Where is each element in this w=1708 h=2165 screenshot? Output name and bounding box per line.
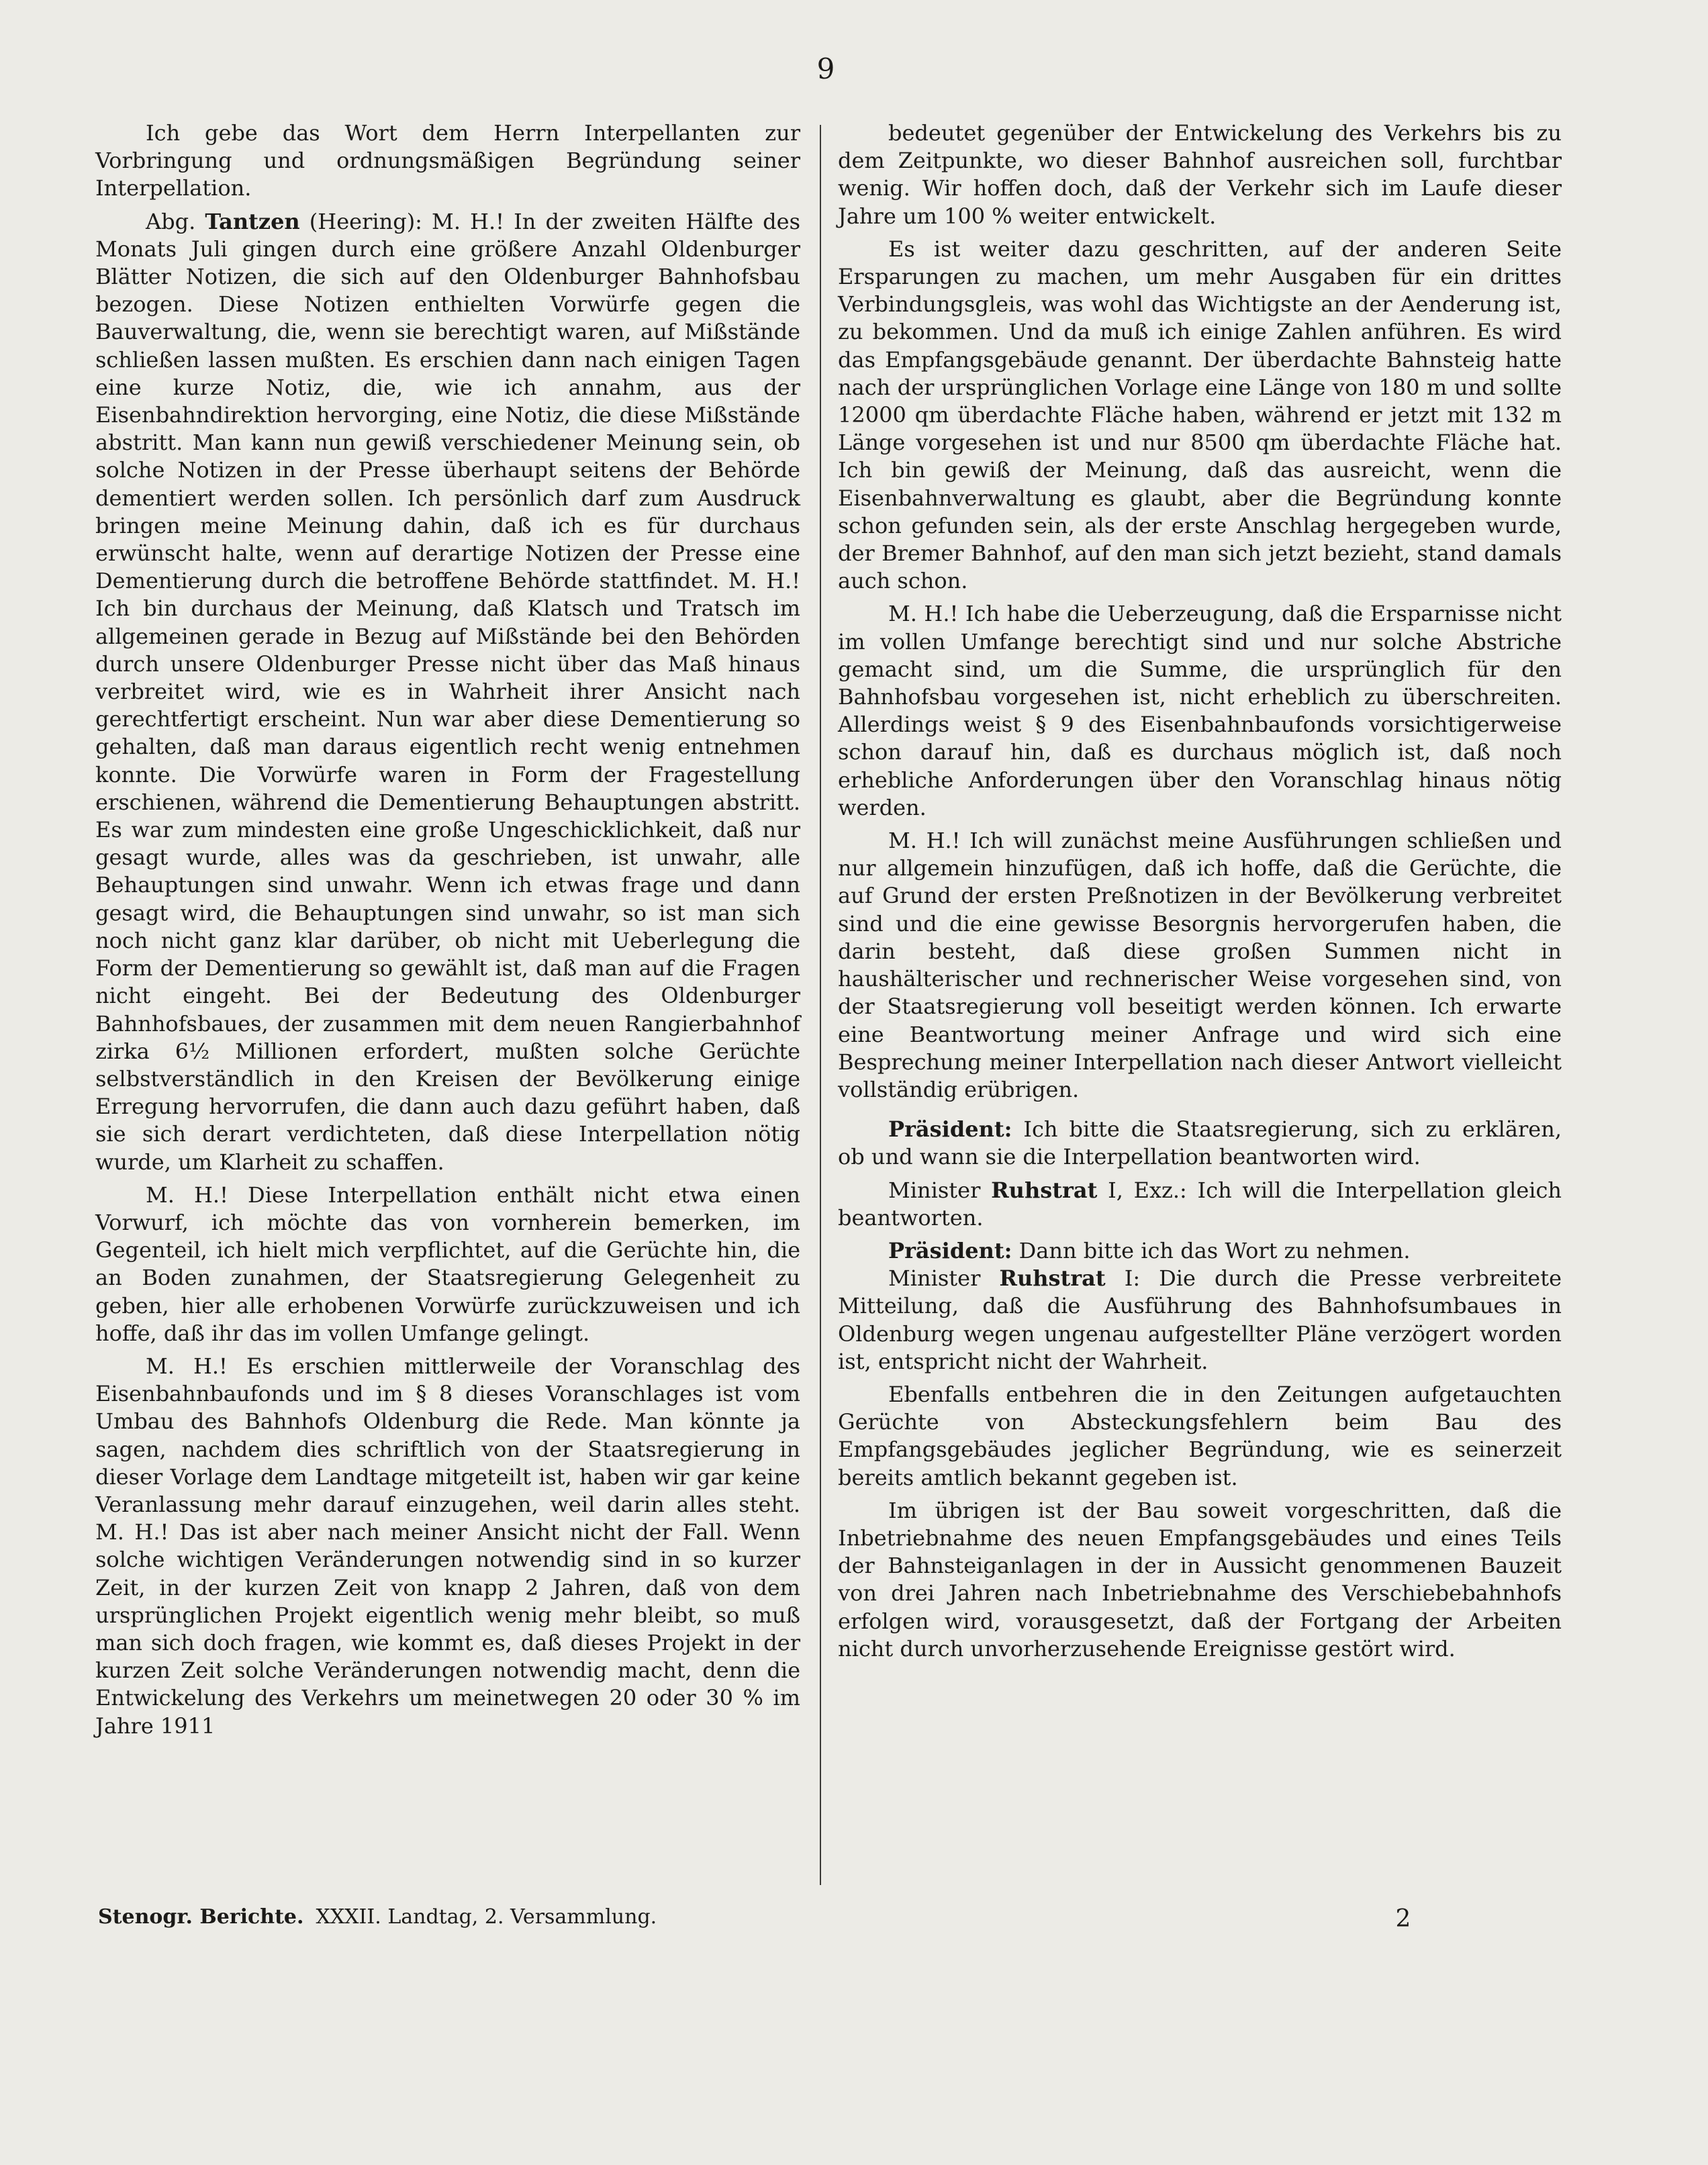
paragraph: Ebenfalls entbehren die in den Zeitungen aufgetauchten Gerüchte von Absteckungsfehlern beim Bau des Empfangsgebäudes jeglicher Begründung, wie es seinerzeit bereits amtlich bekannt gegeben ist. xyxy=(838,1381,1562,1490)
page-number: 9 xyxy=(816,52,835,85)
paragraph: Es ist weiter dazu geschritten, auf der anderen Seite Ersparungen zu machen, um mehr Ausgaben für ein drittes Verbindungsgleis, was wohl das Wichtigste an der Aenderung ist, zu bekommen. Und da muß ich einige Zahlen anführen. Es wird das Empfangsgebäude genannt. Der überdachte Bahnsteig hatte nach der ursprünglichen Vorlage eine Länge von 180 m und sollte 12000 qm überdachte Fläche haben, während er jetzt mit 132 m Länge vorgesehen ist und nur 8500 qm überdachte Fläche hat. Ich bin gewiß der Meinung, daß das ausreicht, wenn die Eisenbahnverwaltung es glaubt, aber die Begründung konnte schon gefunden sein, als der erste Anschlag hergegeben wurde, der Bremer Bahnhof, auf den man sich jetzt bezieht, stand damals auch schon. xyxy=(838,236,1562,594)
speaker-prefix: Minister xyxy=(888,1265,981,1292)
speech-president xyxy=(838,1237,1562,1265)
speaker-name: Tantzen xyxy=(205,208,300,234)
footer-line xyxy=(98,1905,657,1929)
footer-series: Stenogr. Berichte. xyxy=(98,1905,304,1929)
speech-text: (Heering): M. H.! In der zweiten Hälfte des Monats Juli gingen durch eine größere Anzahl Oldenburger Blätter Notizen, die sich auf den Oldenburger Bahnhofsbau bezogen. Diese Notizen enthielten Vorwürfe gegen die Bauverwaltung, die, wenn sie berechtigt waren, auf Mißstände schließen lassen mußten. Es erschien dann nach einigen Tagen eine kurze Notiz, die, wie ich annahm, aus der Eisenbahndirektion hervorging, eine Notiz, die diese Mißstände abstritt. Man kann nun gewiß verschiedener Meinung sein, ob solche Notizen in der Presse überhaupt seitens der Behörde dementiert werden sollen. Ich persönlich darf zum Ausdruck bringen meine Meinung dahin, daß ich es für durchaus erwünscht halte, wenn auf derartige Notizen der Presse eine Dementierung durch die betroffene Behörde stattfindet. M. H.! Ich bin durchaus der Meinung, daß Klatsch und Tratsch im allgemeinen gerade in Bezug auf Mißstände bei den Behörden durch unsere Oldenburger Presse nicht über das Maß hinaus verbreitet wird, wie es in Wahrheit ihrer Ansicht nach gerechtfertigt erscheint. Nun war aber diese Dementierung so gehalten, daß man daraus eigentlich recht wenig entnehmen konnte. Die Vorwürfe waren in Form der Fragestellung erschienen, während die Dementierung Behauptungen abstritt. Es war zum mindesten eine große Ungeschicklichkeit, daß nur gesagt wurde, alles was da geschrieben, ist unwahr, alle Behauptungen sind unwahr. Wenn ich etwas frage und dann gesagt wird, die Behauptungen sind unwahr, so ist man sich noch nicht ganz klar darüber, ob nicht mit Ueberlegung die Form der Dementierung so gewählt ist, daß man auf die Fragen nicht eingeht. Bei der Bedeutung des Oldenburger Bahnhofsbaues, der zusammen mit dem neuen Rangierbahnhof zirka 6½ Millionen erfordert, mußten solche Gerüchte selbstverständlich in den Kreisen der Bevölkerung einige Erregung hervorrufen, die dann auch dazu geführt haben, daß sie sich derart verdichteten, daß diese Interpellation nötig wurde, um Klarheit zu schaffen. xyxy=(95,208,801,1175)
speaker-name: Präsident: xyxy=(888,1237,1012,1263)
right-column xyxy=(838,119,1562,1663)
left-column xyxy=(95,119,800,1740)
paragraph: M. H.! Es erschien mittlerweile der Voranschlag des Eisenbahnbaufonds und im § 8 dieses Voranschlages ist vom Umbau des Bahnhofs Oldenburg die Rede. Man könnte ja sagen, nachdem dies schriftlich von der Staatsregierung in dieser Vorlage dem Landtage mitgeteilt ist, haben wir gar keine Veranlassung mehr darauf einzugehen, weil darin alles steht. M. H.! Das ist aber nach meiner Ansicht nicht der Fall. Wenn solche wichtigen Veränderungen notwendig sind in so kurzer Zeit, in der kurzen Zeit von knapp 2 Jahren, daß von dem ursprünglichen Projekt eigentlich wenig mehr bleibt, so muß man sich doch fragen, wie kommt es, daß dieses Projekt in der kurzen Zeit solche Veränderungen notwendig macht, denn die Entwickelung des Verkehrs um meinetwegen 20 oder 30 % im Jahre 1911 xyxy=(95,1353,800,1739)
speech-minister xyxy=(838,1265,1562,1376)
speaker-name: Ruhstrat xyxy=(999,1265,1106,1292)
paragraph: Ich gebe das Wort dem Herrn Interpellanten zur Vorbringung und ordnungsmäßigen Begründung seiner Interpellation. xyxy=(95,120,800,201)
column-divider xyxy=(820,125,821,1885)
speech-text: Dann bitte ich das Wort zu nehmen. xyxy=(1018,1237,1411,1263)
speech-tantzen xyxy=(95,208,800,1176)
speech-minister xyxy=(838,1177,1562,1232)
speaker-name: Ruhstrat xyxy=(991,1177,1098,1203)
signature-mark: 2 xyxy=(1395,1905,1411,1933)
speaker-name: Präsident: xyxy=(888,1116,1012,1143)
speech-text: Ich bitte die Staatsregierung, sich zu erklären, ob und wann sie die Interpellation beantworten wird. xyxy=(838,1116,1562,1170)
speech-text: I: Die durch die Presse verbreitete Mitteilung, daß die Ausführung des Bahnhofsumbaues in Oldenburg wegen ungenau aufgestellter Pläne verzögert worden ist, entspricht nicht der Wahrheit. xyxy=(838,1265,1562,1374)
paragraph: bedeutet gegenüber der Entwickelung des Verkehrs bis zu dem Zeitpunkte, wo dieser Bahnhof ausreichen soll, furchtbar wenig. Wir hoffen doch, daß der Verkehr sich im Laufe dieser Jahre um 100 % weiter entwickelt. xyxy=(838,120,1562,229)
paragraph: M. H.! Ich habe die Ueberzeugung, daß die Ersparnisse nicht im vollen Umfange berechtigt sind und nur solche Abstriche gemacht sind, um die Summe, die ursprünglich für den Bahnhofsbau vorgesehen ist, nicht erheblich zu überschreiten. Allerdings weist § 9 des Eisenbahnbaufonds vorsichtigerweise schon darauf hin, daß es durchaus möglich ist, daß noch erhebliche Anforderungen über den Voranschlag hinaus nötig werden. xyxy=(838,601,1562,820)
speaker-prefix: Minister xyxy=(888,1177,981,1203)
footer-details: XXXII. Landtag, 2. Versammlung. xyxy=(316,1905,657,1929)
paragraph: M. H.! Ich will zunächst meine Ausführungen schließen und nur allgemein hinzufügen, daß ich hoffe, daß die Gerüchte, die auf Grund der ersten Preßnotizen in der Bevölkerung verbreitet sind und die eine gewisse Besorgnis hervorgerufen haben, die darin besteht, daß diese großen Summen nicht in haushälterischer und rechnerischer Weise vorgesehen sind, von der Staatsregierung voll beseitigt werden können. Ich erwarte eine Beantwortung meiner Anfrage und wird sich eine Besprechung meiner Interpellation nach dieser Antwort vielleicht vollständig erübrigen. xyxy=(838,828,1562,1102)
paragraph: Im übrigen ist der Bau soweit vorgeschritten, daß die Inbetriebnahme des neuen Empfangsgebäudes und eines Teils der Bahnsteiganlagen in der in Aussicht genommenen Bauzeit von drei Jahren nach Inbetriebnahme des Verschiebebahnhofs erfolgen wird, vorausgesetzt, daß der Fortgang der Arbeiten nicht durch unvorherzusehende Ereignisse gestört wird. xyxy=(838,1497,1562,1662)
speaker-prefix: Abg. xyxy=(146,208,196,234)
speech-text: I, Exz.: Ich will die Interpellation gleich beantworten. xyxy=(838,1177,1562,1231)
speech-president xyxy=(838,1116,1562,1171)
paragraph: M. H.! Diese Interpellation enthält nicht etwa einen Vorwurf, ich möchte das von vornherein bemerken, im Gegenteil, ich hielt mich verpflichtet, auf die Gerüchte hin, die an Boden zunahmen, der Staatsregierung Gelegenheit zu geben, hier alle erhobenen Vorwürfe zurückzuweisen und ich hoffe, daß ihr das im vollen Umfange gelingt. xyxy=(95,1182,800,1346)
